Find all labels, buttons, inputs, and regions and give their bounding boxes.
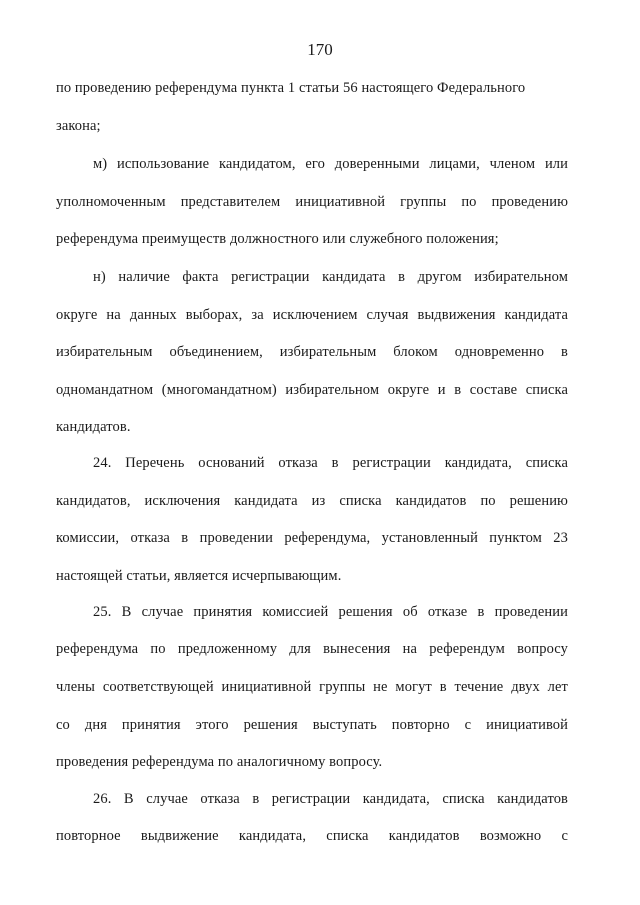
text-line: члены соответствующей инициативной группы не могут в течение двух лет: [56, 679, 568, 695]
text-line: 25. В случае принятия комиссией решения об отказе в проведении: [93, 604, 568, 620]
text-line: н) наличие факта регистрации кандидата в другом избирательном: [93, 269, 568, 285]
text-line: референдума преимуществ должностного или служебного положения;: [56, 231, 499, 247]
text-line: 24. Перечень оснований отказа в регистрации кандидата, списка: [93, 455, 568, 471]
text-line: по проведению референдума пункта 1 статьи 56 настоящего Федерального: [56, 80, 526, 96]
text-line: повторное выдвижение кандидата, списка кандидатов возможно с: [56, 828, 568, 844]
page-number: 170: [307, 40, 333, 59]
text-line: одномандатном (многомандатном) избирательном округе и в составе списка: [56, 382, 568, 398]
text-line: комиссии, отказа в проведении референдума, установленный пунктом 23: [56, 530, 568, 546]
text-line: м) использование кандидатом, его доверенными лицами, членом или: [93, 156, 568, 172]
text-line: избирательным объединением, избирательным блоком одновременно в: [56, 344, 568, 360]
text-line: кандидатов.: [56, 419, 131, 435]
text-line: со дня принятия этого решения выступать повторно с инициативой: [56, 717, 568, 733]
text-line: кандидатов, исключения кандидата из списка кандидатов по решению: [56, 493, 568, 509]
text-line: 26. В случае отказа в регистрации кандидата, списка кандидатов: [93, 791, 568, 807]
text-line: проведения референдума по аналогичному вопросу.: [56, 754, 383, 770]
text-line: уполномоченным представителем инициативной группы по проведению: [56, 194, 568, 210]
text-line: закона;: [56, 118, 101, 134]
text-line: референдума по предложенному для вынесения на референдум вопросу: [56, 641, 568, 657]
text-line: настоящей статьи, является исчерпывающим.: [56, 568, 342, 584]
text-line: округе на данных выборах, за исключением случая выдвижения кандидата: [56, 307, 568, 323]
